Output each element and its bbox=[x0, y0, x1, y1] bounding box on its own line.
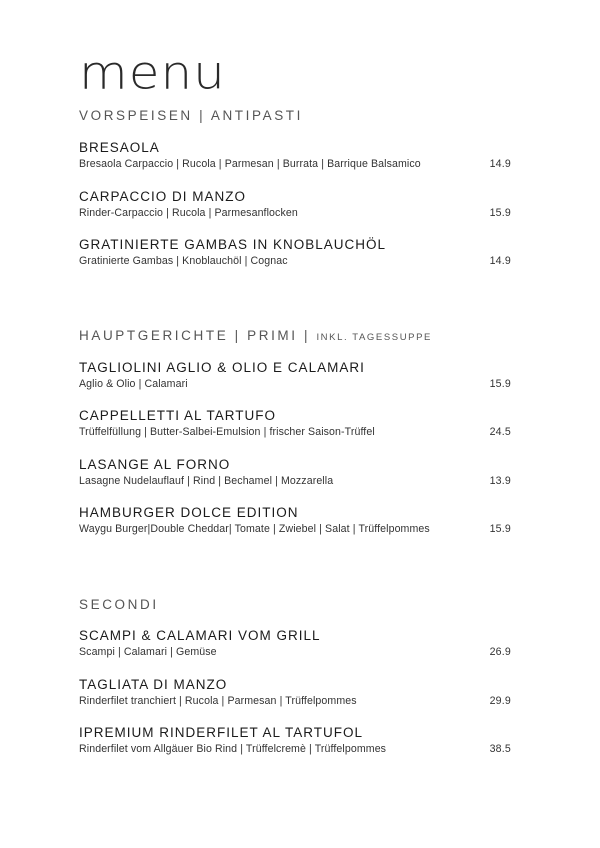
item-name: GRATINIERTE GAMBAS IN KNOBLAUCHÖL bbox=[79, 237, 387, 252]
item-name: CAPPELLETTI AL TARTUFO bbox=[79, 408, 277, 423]
item-description: Bresaola Carpaccio | Rucola | Parmesan | Burrata | Barrique Balsamico bbox=[79, 158, 421, 170]
menu-item bbox=[79, 237, 511, 268]
menu-item bbox=[79, 457, 511, 488]
section-heading-antipasti: VORSPEISEN | ANTIPASTI bbox=[79, 108, 303, 123]
item-name: BRESAOLA bbox=[79, 140, 160, 155]
item-name: IPREMIUM RINDERFILET AL TARTUFOL bbox=[79, 725, 364, 740]
item-name: HAMBURGER DOLCE EDITION bbox=[79, 505, 299, 520]
item-price: 15.9 bbox=[489, 523, 511, 535]
menu-item bbox=[79, 189, 511, 220]
item-description: Aglio & Olio | Calamari bbox=[79, 378, 188, 390]
item-price: 29.9 bbox=[489, 695, 511, 707]
item-description: Rinderfilet tranchiert | Rucola | Parmesan | Trüffelpommes bbox=[79, 695, 357, 707]
item-description: Trüffelfüllung | Butter-Salbei-Emulsion | frischer Saison-Trüffel bbox=[79, 426, 375, 438]
section-heading-note: INKL. TAGESSUPPE bbox=[316, 332, 432, 343]
menu-item bbox=[79, 408, 511, 439]
item-description: Rinder-Carpaccio | Rucola | Parmesanflocken bbox=[79, 207, 298, 219]
item-price: 14.9 bbox=[489, 255, 511, 267]
item-name: TAGLIATA DI MANZO bbox=[79, 677, 228, 692]
item-name: LASANGE AL FORNO bbox=[79, 457, 231, 472]
section-heading-main: HAUPTGERICHTE | PRIMI | bbox=[79, 328, 317, 343]
item-description: Rinderfilet vom Allgäuer Bio Rind | Trüffelcremè | Trüffelpommes bbox=[79, 743, 387, 755]
item-price: 15.9 bbox=[489, 378, 511, 390]
item-price: 15.9 bbox=[489, 207, 511, 219]
item-name: TAGLIOLINI AGLIO & OLIO E CALAMARI bbox=[79, 360, 365, 375]
item-price: 26.9 bbox=[489, 646, 511, 658]
section-heading-primi bbox=[79, 328, 432, 343]
menu-title: menu bbox=[79, 46, 226, 100]
item-description: Waygu Burger|Double Cheddar| Tomate | Zwiebel | Salat | Trüffelpommes bbox=[79, 523, 430, 535]
menu-item bbox=[79, 140, 511, 171]
menu-item bbox=[79, 360, 511, 391]
item-price: 14.9 bbox=[489, 158, 511, 170]
item-price: 13.9 bbox=[489, 475, 511, 487]
item-name: CARPACCIO DI MANZO bbox=[79, 189, 247, 204]
section-heading-secondi: SECONDI bbox=[79, 597, 159, 612]
item-name: SCAMPI & CALAMARI VOM GRILL bbox=[79, 628, 321, 643]
item-description: Gratinierte Gambas | Knoblauchöl | Cognac bbox=[79, 255, 288, 267]
menu-item bbox=[79, 725, 511, 756]
item-price: 24.5 bbox=[489, 426, 511, 438]
item-description: Scampi | Calamari | Gemüse bbox=[79, 646, 217, 658]
item-description: Lasagne Nudelauflauf | Rind | Bechamel | Mozzarella bbox=[79, 475, 334, 487]
menu-item bbox=[79, 677, 511, 708]
item-price: 38.5 bbox=[489, 743, 511, 755]
menu-item bbox=[79, 628, 511, 659]
menu-item bbox=[79, 505, 511, 536]
